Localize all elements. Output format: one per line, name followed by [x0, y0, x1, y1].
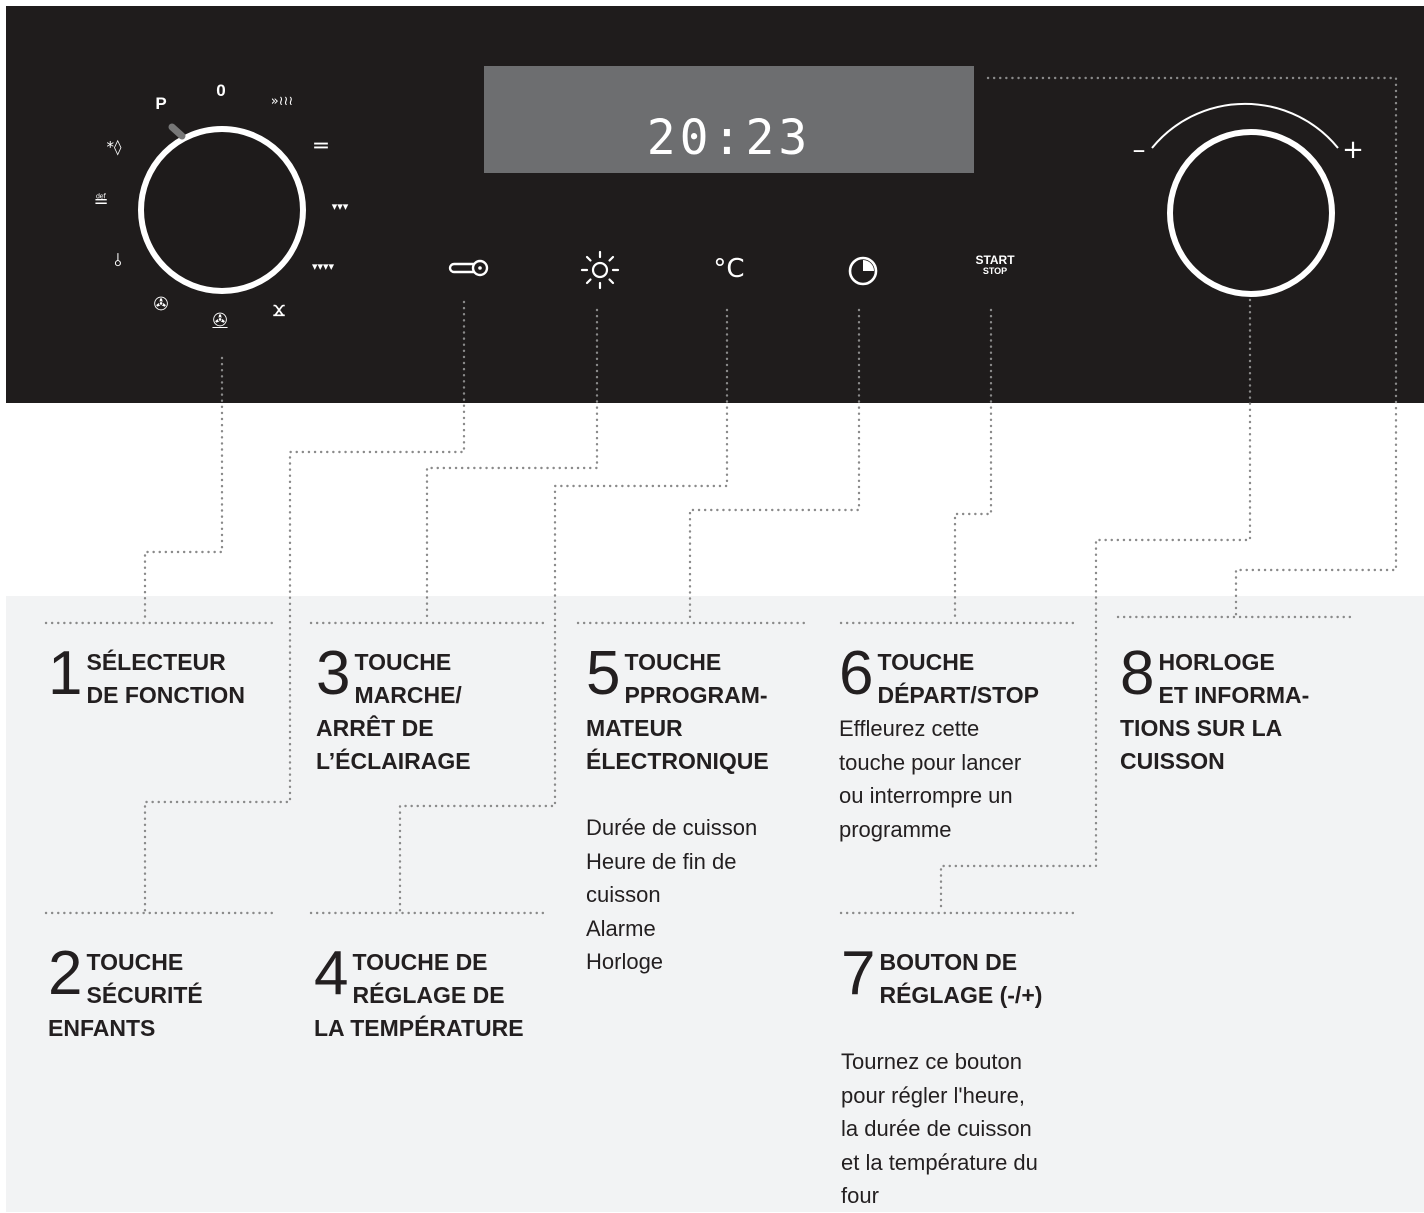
grill-icon: ▾▾▾ — [331, 200, 349, 213]
legend-number: 4 — [314, 939, 349, 1008]
legend-item-6 — [839, 639, 1089, 846]
selector-zero-mark: 0 — [216, 81, 226, 100]
legend-number: 3 — [316, 639, 351, 708]
minus-sign: – — [1132, 135, 1146, 165]
bottom-heat-fan-icon: ⫰ — [114, 250, 122, 271]
legend-title: TOUCHE DE RÉGLAGE DE LA TEMPÉRATURE — [314, 949, 524, 1041]
large-grill-icon: ▾▾▾▾ — [311, 260, 335, 273]
legend-title: TOUCHE DÉPART/STOP — [877, 649, 1039, 708]
legend-item-3 — [316, 639, 566, 778]
legend-number: 5 — [586, 639, 621, 708]
fast-heat-icon: »≀≀≀ — [270, 94, 294, 109]
legend-title: TOUCHE MARCHE/ ARRÊT DE L’ÉCLAIRAGE — [316, 649, 471, 774]
legend-description: Tournez ce bouton pour régler l'heure, la durée de cuisson et la température du four — [841, 1049, 1038, 1208]
legend-item-4 — [314, 939, 584, 1045]
display-clock: 20:23 — [646, 110, 812, 166]
legend-title: HORLOGE ET INFORMA- TIONS SUR LA CUISSON — [1120, 649, 1310, 774]
plus-sign: + — [1342, 135, 1364, 165]
turbo-grill-icon: ϫ — [272, 297, 286, 321]
selector-p-mark: P — [155, 94, 167, 113]
stop-label: STOP — [982, 266, 1008, 276]
legend-description: Durée de cuisson Heure de fin de cuisson Alarme Horloge — [586, 815, 758, 974]
temperature-button[interactable]: °C — [713, 254, 745, 284]
legend-item-2 — [48, 939, 288, 1045]
start-label: START — [975, 253, 1015, 267]
fan-icon: ✇ — [153, 294, 169, 315]
legend-number: 7 — [841, 939, 876, 1008]
legend-item-8 — [1120, 639, 1370, 778]
legend-item-5 — [586, 639, 826, 979]
defrost-icon: *◊ — [106, 138, 122, 156]
legend-title: BOUTON DE RÉGLAGE (-/+) — [879, 949, 1043, 1008]
legend-number: 2 — [48, 939, 83, 1008]
legend-title: TOUCHE PPROGRAM- MATEUR ÉLECTRONIQUE — [586, 649, 769, 774]
pizza-fan-icon: ✇ — [212, 310, 228, 331]
legend-item-7 — [841, 939, 1091, 1213]
top-bottom-heat-icon: ═ — [314, 134, 328, 159]
legend-number: 1 — [48, 639, 83, 708]
legend-number: 8 — [1120, 639, 1155, 708]
legend-title: TOUCHE SÉCURITÉ ENFANTS — [48, 949, 203, 1041]
legend-number: 6 — [839, 639, 874, 708]
legend-item-1 — [48, 639, 288, 712]
warm-plate-icon: ≝ — [93, 191, 109, 212]
legend-description: Effleurez cette touche pour lancer ou interrompre un programme — [839, 716, 1022, 842]
legend-title: SÉLECTEUR DE FONCTION — [86, 649, 245, 708]
